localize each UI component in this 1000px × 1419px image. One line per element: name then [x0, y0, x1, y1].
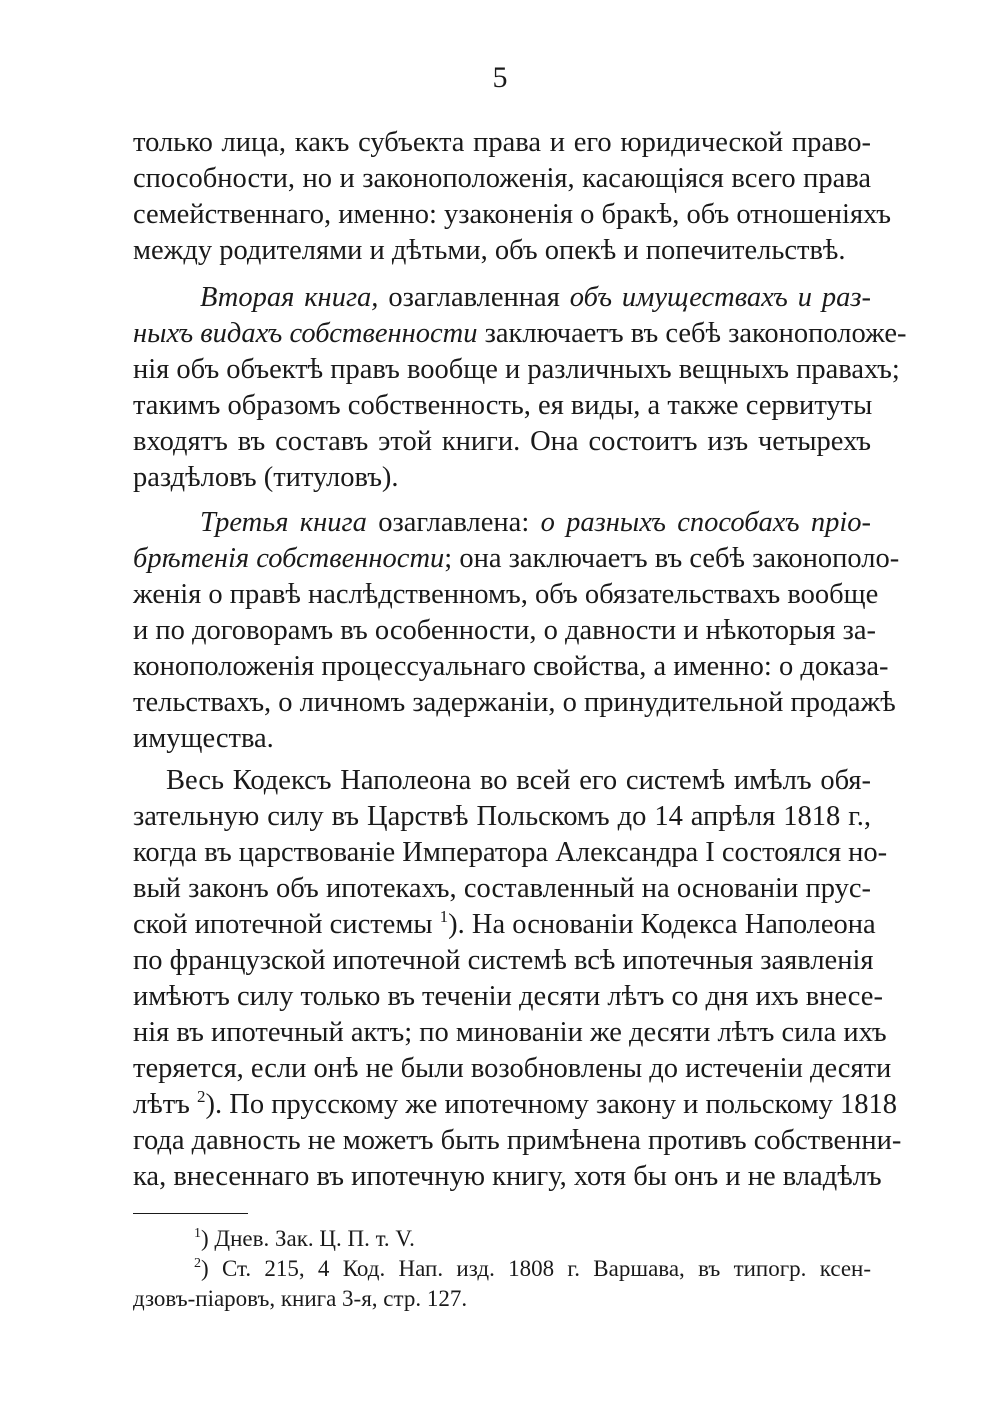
footnote-1 [194, 1224, 415, 1254]
text-line: раздѣловъ (титуловъ). [133, 462, 399, 493]
text-line: вый законъ объ ипотекахъ, составленный на основаніи прус- [133, 873, 871, 904]
text-line: семейственнаго, именно: узаконенія о бракѣ, объ отношеніяхъ [133, 199, 891, 230]
text-span: лѣтъ [133, 1089, 198, 1120]
footnote-divider [133, 1213, 248, 1214]
footnote-text: ) Ст. 215, 4 Код. Нап. изд. 1808 г. Варшава, въ типогр. ксен- [201, 1256, 871, 1281]
text-span: ). По прусскому же ипотечному закону и польскому 1818 [205, 1089, 898, 1120]
text-span: ской ипотечной системы [133, 909, 440, 940]
book-subject-italic: брѣтенія собственности [133, 543, 445, 574]
text-line: способности, но и законоположенія, касающіяся всего права [133, 163, 871, 194]
text-line: входятъ въ составъ этой книги. Она состоитъ изъ четырехъ [133, 426, 871, 457]
text-line: года давность не можетъ быть примѣнена противъ собственни- [133, 1125, 902, 1156]
text-line: Весь Кодексъ Наполеона во всей его системѣ имѣлъ обя- [166, 765, 871, 796]
text-span: заключаетъ въ себѣ законоположе- [477, 318, 907, 349]
text-line [200, 278, 871, 318]
text-line: тельствахъ, о личномъ задержаніи, о принудительной продажѣ [133, 687, 896, 718]
text-span: озаглавленная [378, 282, 570, 313]
text-line: ка, внесеннаго въ ипотечную книгу, хотя бы онъ и не владѣлъ [133, 1161, 882, 1192]
text-line: и по договорамъ въ особенности, о давности и нѣкоторыя за- [133, 615, 877, 646]
text-line [133, 905, 876, 945]
text-line: теряется, если онѣ не были возобновлены до истеченіи десяти [133, 1053, 892, 1084]
text-line: имущества. [133, 723, 274, 754]
footnote-2 [194, 1254, 871, 1284]
footnote-2-continued: дзовъ-піаровъ, книга 3-я, стр. 127. [133, 1286, 468, 1311]
page-number: 5 [492, 61, 508, 94]
footnote-mark: 2 [194, 1256, 201, 1271]
footnote-text: ) Днев. Зак. Ц. П. т. V. [201, 1226, 415, 1251]
book-title-italic: Вторая книга, [200, 282, 379, 313]
text-line [133, 1085, 898, 1125]
text-line: когда въ царствованіе Императора Александра I состоялся но- [133, 837, 888, 868]
book-subject-italic: объ имуществахъ и раз- [569, 282, 871, 313]
text-line: зательную силу въ Царствѣ Польскомъ до 14 апрѣля 1818 г., [133, 801, 871, 832]
footnote-ref-1[interactable]: 1 [439, 907, 449, 926]
footnote-mark: 1 [194, 1226, 201, 1241]
text-span: ). На основаніи Кодекса Наполеона [448, 909, 876, 940]
text-line: нія въ ипотечный актъ; по минованіи же десяти лѣтъ сила ихъ [133, 1017, 887, 1048]
text-span: ; она заключаетъ въ себѣ законополо- [444, 543, 900, 574]
text-line: только лица, какъ субъекта права и его юридической право- [133, 127, 871, 158]
text-line: между родителями и дѣтьми, объ опекѣ и попечительствѣ. [133, 235, 846, 266]
text-span: озаглавлена: [366, 507, 541, 538]
text-line: нія объ объектѣ правъ вообще и различныхъ вещныхъ правахъ; [133, 354, 900, 385]
text-line [133, 539, 900, 579]
text-line: женія о правѣ наслѣдственномъ, объ обязательствахъ вообще [133, 579, 879, 610]
book-title-italic: Третья книга [200, 507, 367, 538]
text-line: по французской ипотечной системѣ всѣ ипотечныя заявленія [133, 945, 874, 976]
book-subject-italic: о разныхъ способахъ пріо- [540, 507, 871, 538]
text-line: имѣютъ силу только въ теченіи десяти лѣтъ со дня ихъ внесе- [133, 981, 883, 1012]
footnote-ref-2[interactable]: 2 [197, 1087, 206, 1106]
text-line [200, 503, 871, 543]
text-line: такимъ образомъ собственность, ея виды, а также сервитуты [133, 390, 873, 421]
text-line: коноположенія процессуальнаго свойства, а именно: о доказа- [133, 651, 889, 682]
text-line [133, 314, 907, 354]
book-subject-italic: ныхъ видахъ собственности [133, 318, 478, 349]
